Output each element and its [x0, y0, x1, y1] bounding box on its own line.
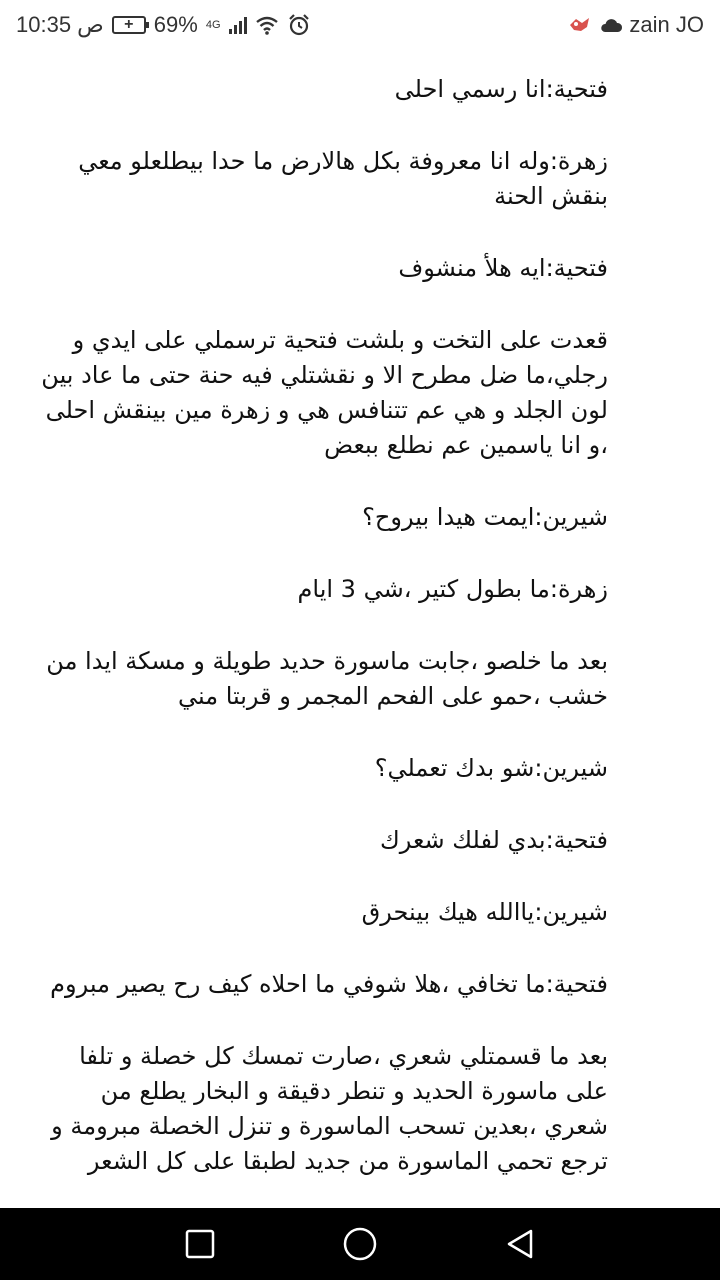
story-paragraph: فتحية:انا رسمي احلى	[394, 75, 608, 103]
story-paragraph: بعد ما خلصو ،جابت ماسورة حديد طويلة و مسكة ايدا من خشب ،حمو على الفحم المجمر و قربتا مني	[46, 647, 608, 710]
story-content[interactable]	[0, 50, 720, 1208]
story-paragraph: فتحية:بدي لفلك شعرك	[379, 826, 608, 854]
wifi-icon	[255, 15, 279, 35]
story-paragraph: زهرة:وله انا معروفة بكل هالارض ما حدا بيطلعلو معي بنقش الحنة	[78, 147, 608, 210]
network-type: 4G	[205, 19, 221, 31]
story-paragraph: فتحية:ما تخافي ،هلا شوفي ما احلاه كيف رح يصير مبروم	[50, 970, 608, 998]
alarm-icon	[287, 13, 311, 37]
story-paragraph: شيرين:شو بدك تعملي؟	[374, 754, 608, 782]
signal-icon	[229, 16, 247, 34]
navigation-bar	[0, 1208, 720, 1280]
status-left	[16, 0, 311, 50]
back-button[interactable]	[480, 1208, 560, 1280]
back-icon	[505, 1228, 535, 1260]
status-right	[567, 0, 704, 50]
battery-icon	[112, 16, 146, 34]
cloud-icon	[599, 16, 623, 34]
recents-button[interactable]	[160, 1208, 240, 1280]
story-paragraph: قعدت على التخت و بلشت فتحية ترسملي على ايدي و رجلي،ما ضل مطرح الا و نقشتلي فيه حنة حتى ما عاد بين لون الجلد و هي عم تتنافس هي و زهرة مين بينقش احلى ،و انا ياسمين عم نطلع ببعض	[41, 326, 608, 459]
home-button[interactable]	[320, 1208, 400, 1280]
battery-percent: 69%	[153, 12, 198, 37]
recents-icon	[185, 1229, 215, 1259]
battery-charge-symbol: +	[124, 16, 134, 33]
status-time: 10:35 ص	[16, 12, 104, 37]
story-paragraph: زهرة:ما بطول كتير ،شي 3 ايام	[297, 575, 608, 603]
home-icon	[343, 1227, 377, 1261]
app-notification-icon	[567, 15, 593, 35]
carrier-name: zain JO	[629, 12, 704, 37]
story-paragraph: شيرين:ايمت هيدا بيروح؟	[362, 503, 608, 531]
story-paragraph: فتحية:ايه هلأ منشوف	[398, 254, 608, 282]
story-paragraph: شيرين:ياالله هيك بينحرق	[361, 898, 608, 926]
story-paragraph: بعد ما قسمتلي شعري ،صارت تمسك كل خصلة و تلفا على ماسورة الحديد و تنطر دقيقة و البخار يطلع من شعري ،بعدين تسحب الماسورة و تنزل الخصلة مبرومة و ترجع تحمي الماسورة من جديد لطبقا على كل الشعر	[51, 1042, 608, 1175]
status-bar	[0, 0, 720, 50]
